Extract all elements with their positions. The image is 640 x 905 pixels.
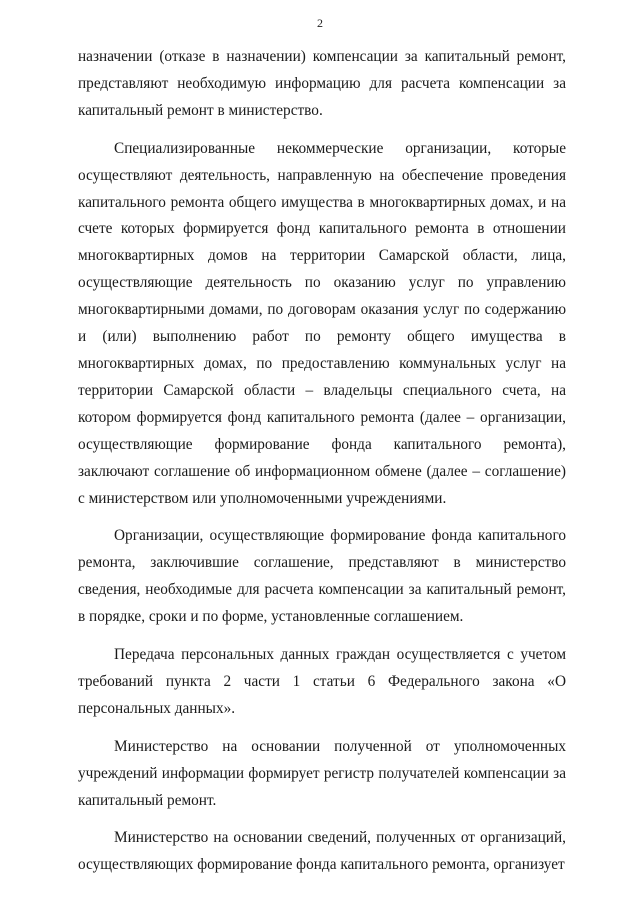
paragraph-personal-data: Передача персональных данных граждан осуществляется с учетом требований пункта 2 части 1 статьи 6 Федерального закона «О персональных данных». [78,646,566,717]
paragraph-agreement: Организации, осуществляющие формирование фонда капитального ремонта, заключившие соглашение, представляют в министерство сведения, необходимые для расчета компенсации за капитальный ремонт, в порядке, сроки и по форме, установленные соглашением. [78,527,566,626]
page-number: 2 [317,16,323,30]
paragraph-ministry: Министерство на основании сведений, полученных от организаций, осуществляющих формирование фонда капитального ремонта, организует [78,829,566,874]
paragraph-registry: Министерство на основании полученной от уполномоченных учреждений информации формирует регистр получателей компенсации за капитальный ремонт. [78,737,566,809]
document-body [78,44,566,890]
paragraph-continuation: назначении (отказе в назначении) компенсации за капитальный ремонт, представляют необходимую информацию для расчета компенсации за капитальный ремонт в министерство. [78,48,566,119]
paragraph-organizations: Специализированные некоммерческие организации, которые осуществляют деятельность, направленную на обеспечение проведения капитального ремонта общего имущества в многоквартирных домах, и на счете которых формируется фонд капитального ремонта в отношении многоквартирных домов на территории Самарской области, лица, осуществляющие деятельность по оказанию услуг по управлению многоквартирными домами, по договорам оказания услуг по содержанию и (или) выполнению работ по ремонту общего имущества в многоквартирных домах, по предоставлению коммунальных услуг на территории Самарской области – владельцы специального счета, на котором формируется фонд капитального ремонта (далее – организации, осуществляющие формирование фонда капитального ремонта), заключают соглашение об информационном обмене (далее – соглашение) с министерством или уполномоченными учреждениями. [78,139,566,507]
